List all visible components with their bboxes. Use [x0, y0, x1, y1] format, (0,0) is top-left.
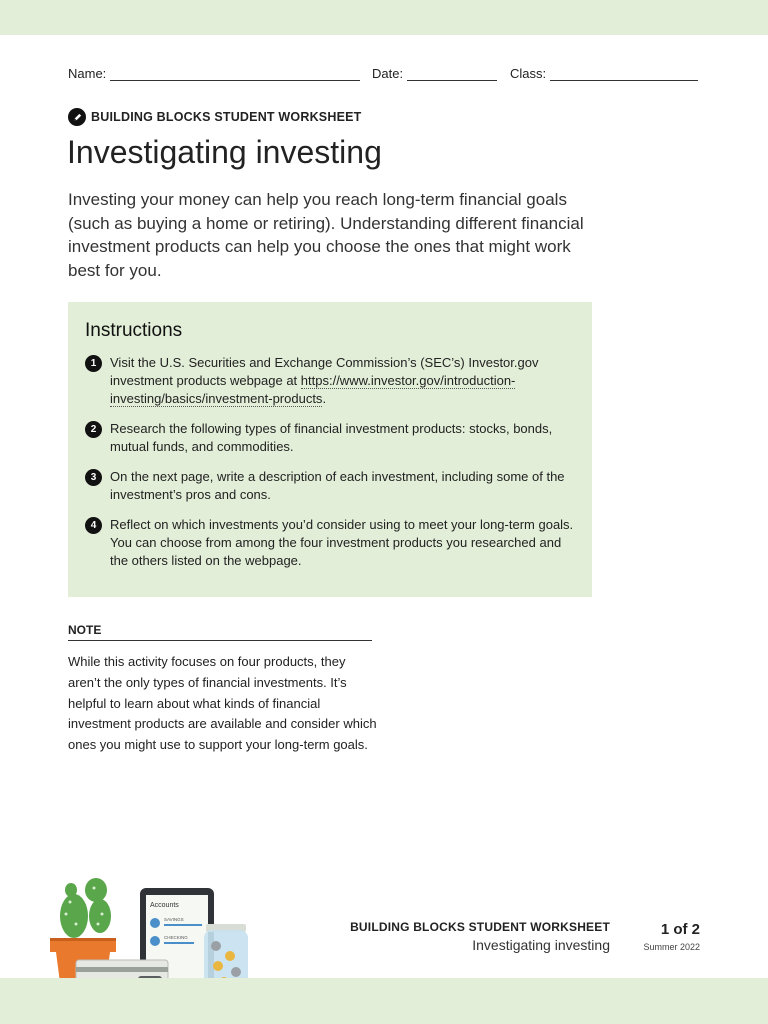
intro-paragraph: Investing your money can help you reach long-term financial goals (such as buying a home or retiring). Understanding different financial investment products can help you choose the ones that might work best for you. [68, 190, 584, 280]
step-text-4: Reflect on which investments you’d consider using to meet your long-term goals. You can choose from among the four investment products you researched and the others listed on the webpage. [110, 517, 574, 568]
step-text-2: Research the following types of financial investment products: stocks, bonds, mutual funds, and commodities. [110, 421, 553, 454]
worksheet-kicker [68, 108, 362, 126]
note-body: While this activity focuses on four products, they aren’t the only types of financial investments. It’s helpful to learn about what kinds of financial investment products are available and consider which ones you might use to support your long-term goals. [68, 654, 377, 753]
footer-label [300, 920, 610, 953]
step-number-3: 3 [85, 469, 102, 486]
tablet-title: Accounts [150, 902, 179, 909]
step-2 [85, 420, 575, 456]
step-text-3: On the next page, write a description of each investment, including some of the investment’s pros and cons. [110, 469, 565, 502]
edition-date: Summer 2022 [643, 942, 700, 952]
footer-kicker: BUILDING BLOCKS STUDENT WORKSHEET [350, 920, 610, 934]
step-1-period: . [322, 391, 327, 406]
instructions-heading: Instructions [85, 320, 183, 341]
step-text-1 [110, 354, 575, 408]
pencil-icon [68, 108, 86, 126]
student-info-fields [68, 66, 700, 84]
kicker-text: BUILDING BLOCKS STUDENT WORKSHEET [91, 110, 362, 124]
note-heading: NOTE [68, 623, 372, 641]
top-band [0, 0, 768, 35]
instructions-box [68, 302, 592, 597]
step-1-text: Visit the U.S. Securities and Exchange Commission’s (SEC’s) Investor.gov investment products webpage at [110, 355, 539, 388]
instruction-steps [85, 354, 575, 570]
tablet-checking-label: CHECKING [164, 935, 188, 940]
page-number: 1 of 2 [660, 921, 700, 938]
date-line[interactable] [407, 66, 497, 81]
date-field[interactable] [372, 66, 497, 81]
name-field[interactable] [68, 66, 360, 81]
name-line[interactable] [110, 66, 360, 81]
step-4 [85, 516, 575, 570]
date-label: Date: [372, 66, 404, 81]
class-line[interactable] [550, 66, 698, 81]
step-3 [85, 468, 575, 504]
step-number-1: 1 [85, 355, 102, 372]
class-field[interactable] [510, 66, 698, 81]
tablet-savings-label: SAVINGS [164, 917, 184, 922]
class-label: Class: [510, 66, 547, 81]
bottom-band [0, 978, 768, 1024]
investor-gov-link[interactable]: https://www.investor.gov/introduction-investing/basics/investment-products [110, 373, 516, 406]
cactus-plant-icon [60, 878, 111, 938]
step-1 [85, 354, 575, 408]
name-label: Name: [68, 66, 107, 81]
footer-title: Investigating investing [472, 937, 610, 953]
step-number-4: 4 [85, 517, 102, 534]
step-number-2: 2 [85, 421, 102, 438]
page-title: Investigating investing [67, 134, 382, 170]
